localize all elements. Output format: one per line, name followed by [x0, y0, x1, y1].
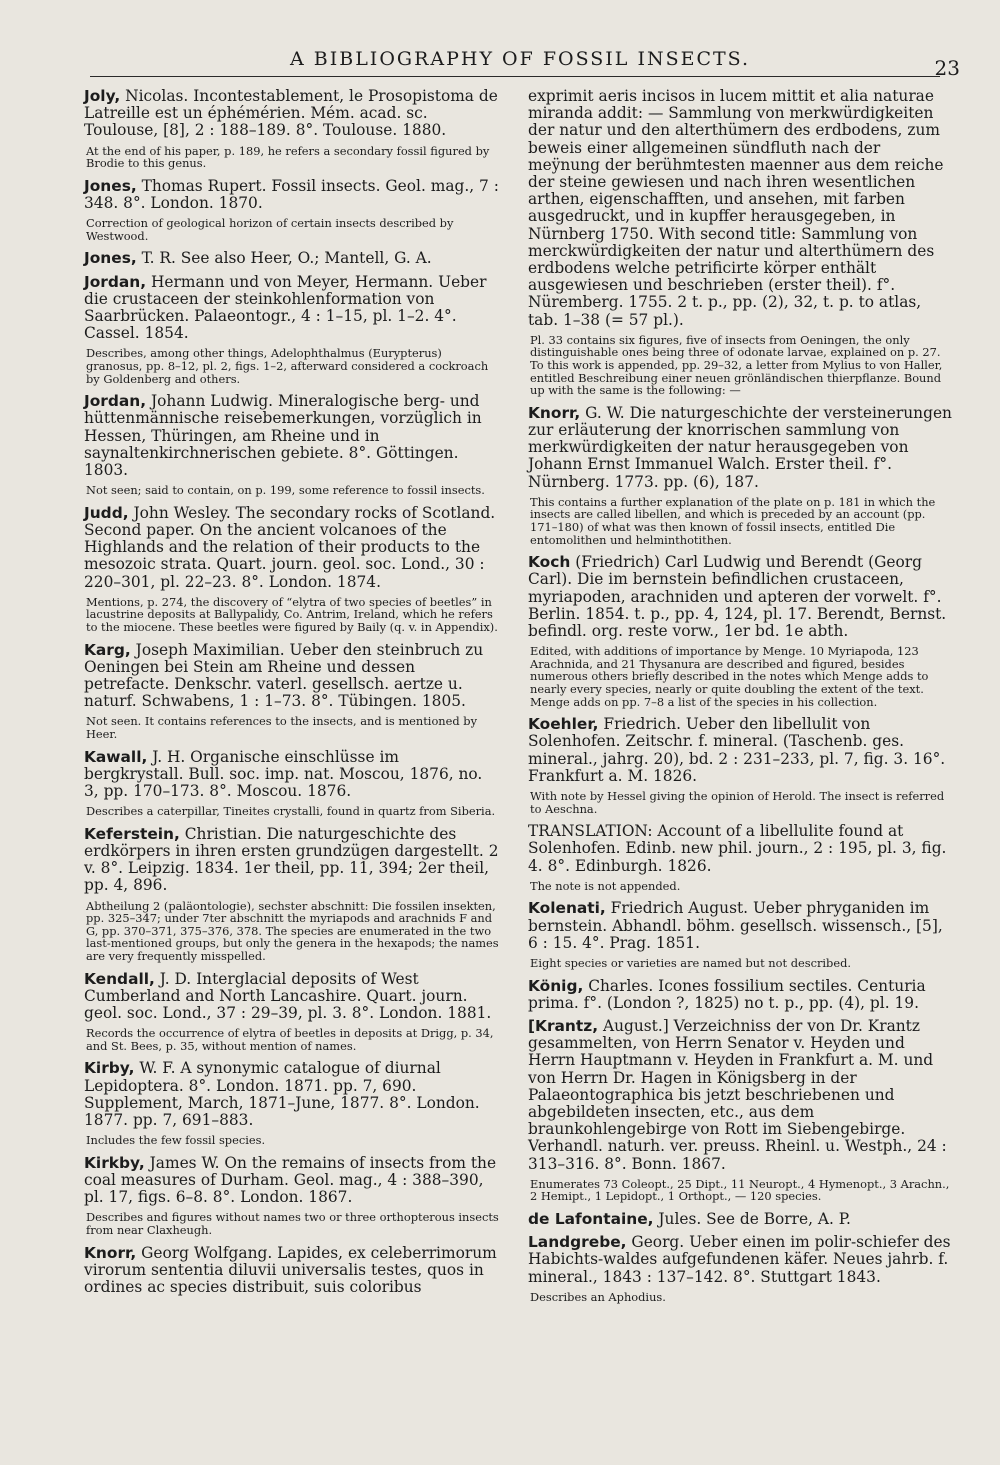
- entry-author: Kawall,: [84, 747, 148, 766]
- bibliography-entry: [528, 1234, 953, 1286]
- entry-author: Karg,: [84, 640, 131, 659]
- bibliography-entry: [84, 1245, 499, 1297]
- entry-note: At the end of his paper, p. 189, he refers a secondary fossil figured by Brodie to this genus.: [86, 143, 490, 171]
- bibliography-entry: [528, 1018, 953, 1173]
- entry-text: Nicolas. Incontestablement, le Prosopistoma de Latreille est un éphémérien. Mém. acad. sc. Toulouse, [8], 2 : 188–189. 8°. Toulouse. 1880.: [84, 87, 498, 140]
- bibliography-entry: [84, 505, 499, 591]
- bibliography-entry: [84, 88, 499, 140]
- bibliography-entry: [528, 1211, 953, 1228]
- bibliography-entry: [528, 823, 953, 875]
- entry-author: Landgrebe,: [528, 1233, 627, 1252]
- entry-author: Jordan,: [84, 272, 147, 291]
- page-header: [90, 44, 960, 84]
- entry-author: [Krantz,: [528, 1017, 599, 1035]
- entry-note: Enumerates 73 Coleopt., 25 Dipt., 11 Neuropt., 4 Hymenopt., 3 Arachn., 2 Hemipt., 1 Lepidopt., 1 Orthopt., — 120 species.: [530, 1176, 950, 1204]
- entry-author: Kirkby,: [84, 1153, 145, 1172]
- entry-author: de Lafontaine,: [528, 1210, 654, 1229]
- entry-text: Friedrich August. Ueber phryganiden im bernstein. Abhandl. böhm. gesellsch. wissensch., [5], 6 : 15. 4°. Prag. 1851.: [528, 899, 943, 952]
- bibliography-entry: [84, 250, 499, 267]
- right-column: [528, 88, 953, 1311]
- entry-author: Knorr,: [84, 1243, 137, 1262]
- entry-note: Describes an Aphodius.: [530, 1289, 666, 1304]
- entry-note: Pl. 33 contains six figures, five of insects from Oeningen, the only distinguishable ones being three of odonate larvae, explained on p. 27. To this work is appended, pp. 29–32, a letter from Mylius to von Haller, entitled Beschreibung einer neuen grönländischen thierpflanze. Bound up with the same is the following: —: [530, 332, 943, 398]
- entry-note: Eight species or varieties are named but not described.: [530, 956, 851, 970]
- left-column: [84, 88, 499, 1301]
- entry-author: Jordan,: [84, 392, 147, 411]
- entry-text: Jules. See de Borre, A. P.: [653, 1210, 851, 1229]
- entry-text: August.] Verzeichniss der von Dr. Krantz gesammelten, von Herrn Senator v. Heyden und Herrn Hauptmann v. Heyden in Frankfurt a. M. und von Herrn Dr. Hagen in Königsberg in der Palaeontographica bis jetzt beschriebenen und abgebildeten insecten, etc., aus dem braunkohlengebirge von Rott im Siebengebirge. Verhandl. naturh. ver. preuss. Rheinl. u. Westph., 24 : 313–316. 8°. Bonn. 1867.: [528, 1017, 947, 1173]
- entry-text: J. H. Organische einschlüsse im bergkrystall. Bull. soc. imp. nat. Moscou, 1876, no. 3, pp. 170–173. 8°. Moscou. 1876.: [84, 747, 483, 800]
- entry-text: G. W. Die naturgeschichte der versteinerungen zur erläuterung der knorrischen sammlung von merkwürdigkeiten der natur herausgegeben von Johann Ernst Immanuel Walch. Erster theil. f°. Nürnberg. 1773. pp. (6), 187.: [528, 403, 952, 491]
- entry-author: Koch: [528, 553, 571, 572]
- entry-text: W. F. A synonymic catalogue of diurnal Lepidoptera. 8°. London. 1871. pp. 7, 690. Supplement, March, 1871–June, 1877. 8°. London. 1877. pp. 7, 691–883.: [84, 1059, 480, 1129]
- entry-author: Kolenati,: [528, 899, 606, 918]
- entry-note: Edited, with additions of importance by Menge. 10 Myriapoda, 123 Arachnida, and 21 Thysanura are described and figured, besides numerous others briefly described in the notes which Menge adds to nearly every species, nearly or quite doubling the extent of the text. Menge adds on pp. 7–8 a list of the species in his collection.: [530, 644, 929, 709]
- entry-note: Describes a caterpillar, Tineites crystalli, found in quartz from Siberia.: [86, 804, 496, 819]
- bibliography-entry: [84, 826, 499, 895]
- bibliography-entry: [84, 642, 499, 711]
- entry-text: TRANSLATION: Account of a libellulite found at Solenhofen. Edinb. new phil. journ., 2 : 195, pl. 3, fig. 4. 8°. Edinburgh. 1826.: [528, 822, 947, 875]
- entry-author: Judd,: [84, 503, 129, 522]
- running-title: A BIBLIOGRAPHY OF FOSSIL INSECTS.: [290, 48, 751, 70]
- entry-note: Mentions, p. 274, the discovery of “elytra of two species of beetles” in lacustrine deposits at Ballypalidy, Co. Antrim, Ireland, which he refers to the miocene. These beetles were figured by Baily (q. v. in Appendix).: [86, 594, 498, 634]
- entry-text: Friedrich. Ueber den libellulit von Solenhofen. Zeitschr. f. mineral. (Taschenb. ges. mineral., jahrg. 20), bd. 2 : 231–233, pl. 7, fig. 3. 16°. Frankfurt a. M. 1826.: [528, 715, 946, 785]
- entry-note: Describes, among other things, Adelophthalmus (Eurypterus) granosus, pp. 8–12, pl. 2, figs. 1–2, afterward considered a cockroach by Goldenberg and others.: [86, 346, 489, 386]
- bibliography-entry: [84, 1155, 499, 1207]
- entry-note: This contains a further explanation of the plate on p. 181 in which the insects are called libellen, and which is preceded by an account (pp. 171–180) of what was then known of fossil insects, entitled Die entomolithen und helminthotithen.: [530, 494, 936, 547]
- entry-text: Georg. Ueber einen im polir-schiefer des Habichts-waldes aufgefundenen käfer. Neues jahrb. f. mineral., 1843 : 137–142. 8°. Stuttgart 1843.: [528, 1233, 951, 1286]
- entry-author: Kendall,: [84, 969, 155, 988]
- bibliography-entry: [84, 393, 499, 479]
- page-number: 23: [934, 56, 960, 80]
- bibliography-entry: [84, 178, 499, 212]
- entry-author: Jones,: [84, 249, 137, 268]
- entry-note: Not seen; said to contain, on p. 199, some reference to fossil insects.: [86, 483, 485, 498]
- entry-text: T. R. See also Heer, O.; Mantell, G. A.: [136, 249, 432, 268]
- header-rule: [90, 76, 940, 77]
- bibliography-entry: [84, 971, 499, 1023]
- entry-text: Joseph Maximilian. Ueber den steinbruch zu Oeningen bei Stein am Rheine und dessen petrefacte. Denkschr. vaterl. gesellsch. aertze u. naturf. Schwabens, 1 : 1–73. 8°. Tübingen. 1805.: [84, 640, 484, 711]
- entry-text: (Friedrich) Carl Ludwig und Berendt (Georg Carl). Die im bernstein befindlichen crustaceen, myriapoden, arachniden und apteren der vorwelt. f°. Berlin. 1854. t. p., pp. 4, 124, pl. 17. Berendt, Bernst. befindl. org. reste vorw., 1er bd. 1e abth.: [528, 553, 947, 641]
- entry-author: König,: [528, 976, 584, 995]
- entry-author: Jones,: [84, 176, 137, 195]
- entry-note: Describes and figures without names two or three orthopterous insects from near Claxheugh.: [86, 1210, 499, 1237]
- entry-note: Abtheilung 2 (paläontologie), sechster abschnitt: Die fossilen insekten, pp. 325–347; under 7ter abschnitt the myriapods and arachnids F and G, pp. 370–371, 375–376, 378. The species are enumerated in the two last-mentioned groups, but only the genera in the hexapods; the names are very frequently misspelled.: [86, 898, 499, 963]
- bibliography-entry: [528, 978, 953, 1012]
- entry-note: Records the occurrence of elytra of beetles in deposits at Drigg, p. 34, and St. Bees, p. 35, without mention of names.: [86, 1026, 494, 1053]
- entry-note: Correction of geological horizon of certain insects described by Westwood.: [86, 216, 454, 243]
- entry-author: Koehler,: [528, 715, 599, 734]
- entry-text: John Wesley. The secondary rocks of Scotland. Second paper. On the ancient volcanoes of the Highlands and the relation of their products to the mesozoic strata. Quart. journ. geol. soc. Lond., 30 : 220–301, pl. 22–23. 8°. London. 1874.: [84, 503, 496, 591]
- entry-text: exprimit aeris incisos in lucem mittit et alia naturae miranda addit: — Sammlung von merkwürdigkeiten der natur und den alterthümern des erdbodens, zum beweis einer allgemeinen sündfluth nach der meÿnung der berühmtesten maenner aus dem reiche der steine gewiesen und nach ihren wesentlichen arthen, eigenschafften, und ansehen, mit farben ausgedruckt, und in kupffer herausgegeben, in Nürnberg 1750. With second title: Sammlung von merckwürdigkeiten der natur und alterthümern des erdbodens welche petrificirte körper enthält ausgewiesen und beschrieben (erster theil). f°. Nüremberg. 1755. 2 t. p., pp. (2), 32, t. p. to atlas, tab. 1–38 (= 57 pl.).: [528, 87, 944, 329]
- entry-text: Johann Ludwig. Mineralogische berg- und hüttenmännische reisebemerkungen, vorzüglich in Hessen, Thüringen, am Rheine und in saynaltenkirchnerischen gebiete. 8°. Göttingen. 1803.: [84, 392, 482, 479]
- bibliography-entry: [84, 749, 499, 801]
- entry-text: Georg Wolfgang. Lapides, ex celeberrimorum virorum sententia diluvii universalis testes, quos in ordines ac species distribuit, suis coloribus: [84, 1243, 497, 1296]
- entry-author: Kirby,: [84, 1059, 135, 1078]
- entry-text: Christian. Die naturgeschichte des erdkörpers in ihren ersten grundzügen dargestellt. 2 v. 8°. Leipzig. 1834. 1er theil, pp. 11, 394; 2er theil, pp. 4, 896.: [84, 824, 499, 895]
- bibliography-entry: [84, 274, 499, 343]
- bibliography-entry: [528, 88, 953, 329]
- bibliography-entry: [528, 554, 953, 640]
- bibliography-entry: [84, 1060, 499, 1129]
- entry-text: Hermann und von Meyer, Hermann. Ueber die crustaceen der steinkohlenformation von Saarbrücken. Palaeontogr., 4 : 1–15, pl. 1–2. 4°. Cassel. 1854.: [84, 272, 487, 343]
- bibliography-entry: [528, 405, 953, 491]
- entry-note: Not seen. It contains references to the insects, and is mentioned by Heer.: [86, 714, 478, 741]
- entry-author: Knorr,: [528, 403, 581, 422]
- entry-text: J. D. Interglacial deposits of West Cumberland and North Lancashire. Quart. journ. geol. soc. Lond., 37 : 29–39, pl. 3. 8°. London. 1881.: [84, 969, 492, 1022]
- entry-note: Includes the few fossil species.: [86, 1133, 266, 1148]
- entry-text: Charles. Icones fossilium sectiles. Centuria prima. f°. (London ?, 1825) no t. p., pp. (4), pl. 19.: [528, 976, 926, 1012]
- entry-text: James W. On the remains of insects from the coal measures of Durham. Geol. mag., 4 : 388–390, pl. 17, figs. 6–8. 8°. London. 1867.: [84, 1153, 497, 1207]
- entry-note: With note by Hessel giving the opinion of Herold. The insect is referred to Aeschna.: [530, 789, 945, 816]
- entry-note: The note is not appended.: [530, 878, 681, 893]
- entry-author: Keferstein,: [84, 824, 180, 843]
- bibliography-entry: [528, 900, 953, 952]
- bibliography-entry: [528, 716, 953, 785]
- entry-text: Thomas Rupert. Fossil insects. Geol. mag., 7 : 348. 8°. London. 1870.: [84, 176, 499, 212]
- entry-author: Joly,: [84, 87, 121, 105]
